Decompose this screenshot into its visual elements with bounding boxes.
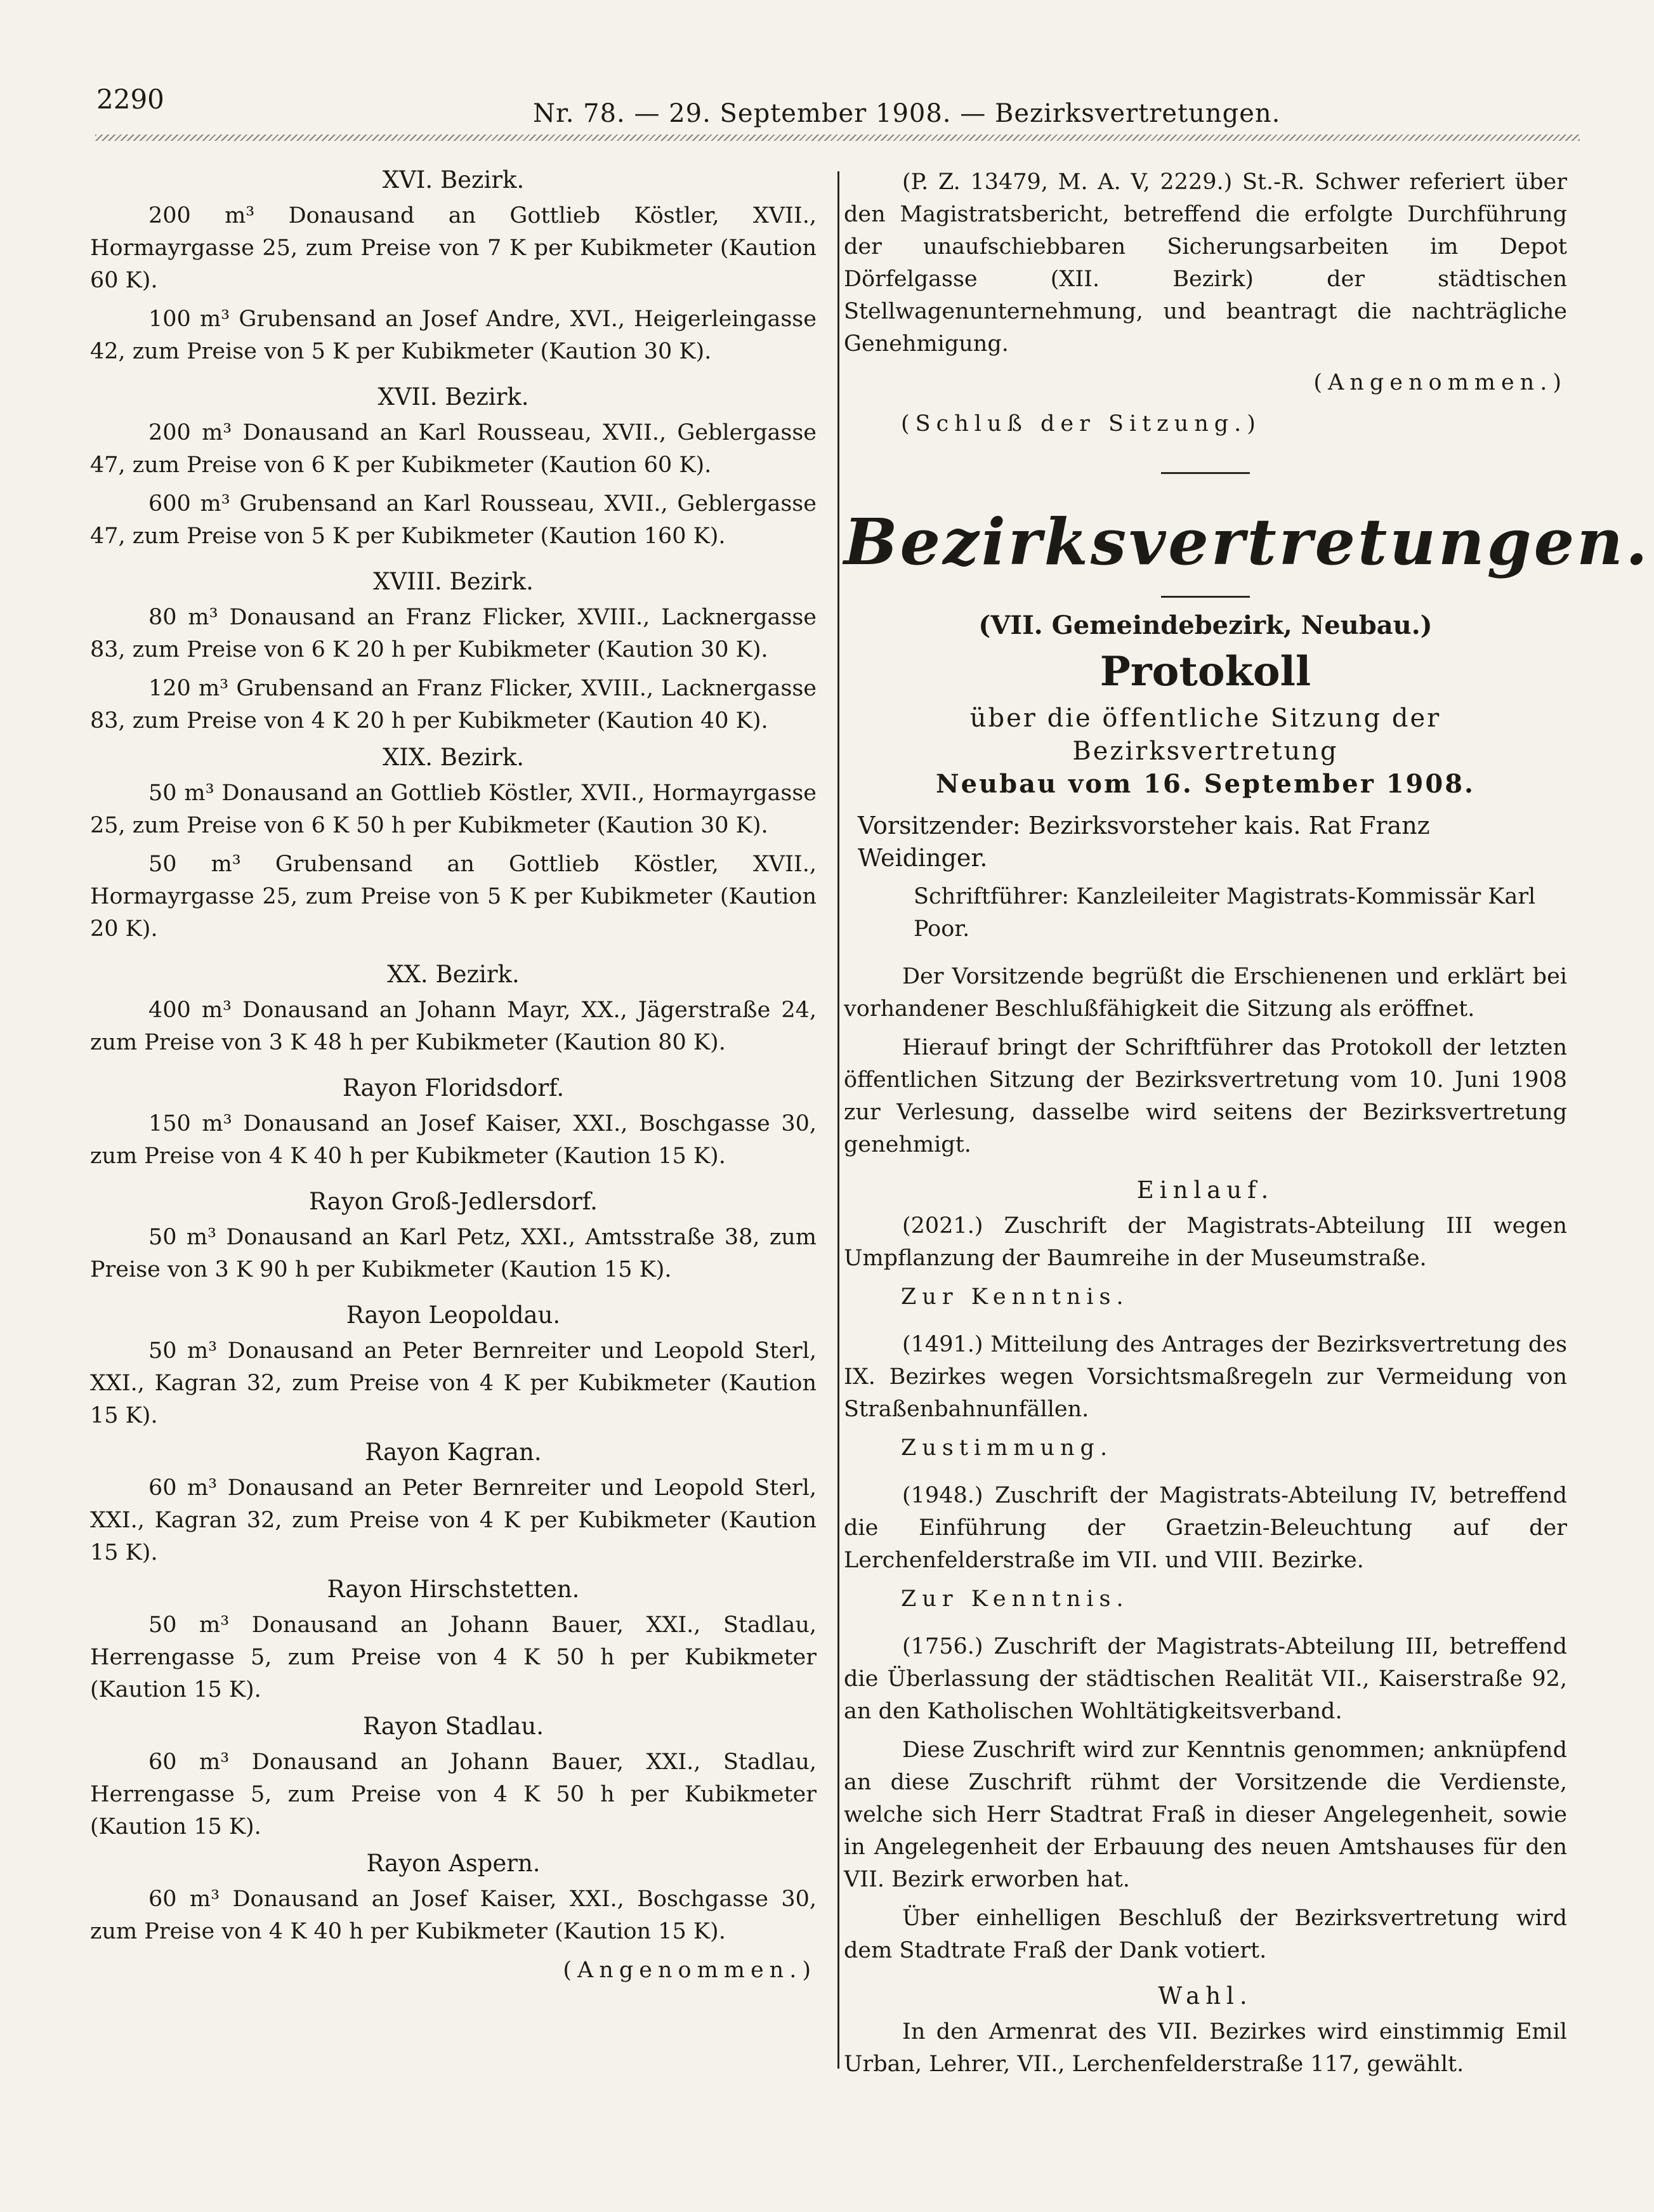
district-subtitle: (VII. Gemeindebezirk, Neubau.) (978, 610, 1433, 640)
election-paragraph: In den Armenrat des VII. Bezirkes wird einstimmig Emil Urban, Lehrer, VII., Lerchenfelderstraße 117, gewählt. (844, 2019, 1567, 2077)
contract-entry: 200 m³ Donausand an Karl Rousseau, XVII., Geblergasse 47, zum Preise von 6 K per Kubikmeter (Kaution 60 K). (90, 420, 817, 478)
opening-paragraph: Der Vorsitzende begrüßt die Erschienenen und erklärt bei vorhandener Beschlußfähigkeit die Sitzung als eröffnet. (844, 964, 1567, 1022)
report-paragraph: (P. Z. 13479, M. A. V, 2229.) St.-R. Schwer referiert über den Magistratsbericht, betreffend die erfolgte Durchführung der unaufschiebbaren Sicherungsarbeiten im Depot Dörfelgasse (XII. Bezirk) der städtischen Stellwagenunternehmung, und beantragt die nachträgliche Genehmigung. (844, 169, 1567, 357)
page-number: 2290 (96, 84, 164, 115)
agenda-item: (1948.) Zuschrift der Magistrats-Abteilung IV, betreffend die Einführung der Graetzin-Beleuchtung auf der Lerchenfelderstraße im VII. und VIII. Bezirke. (844, 1483, 1567, 1573)
section-heading: XIX. Bezirk. (382, 744, 525, 771)
separator-rule (1161, 596, 1250, 598)
agenda-item: (1756.) Zuschrift der Magistrats-Abteilung III, betreffend die Überlassung der städtischen Realität VII., Kaiserstraße 92, an den Katholischen Wohltätigkeitsverband. (844, 1634, 1567, 1724)
agenda-item: (1491.) Mitteilung des Antrages der Bezirksvertretung des IX. Bezirkes wegen Vorsichtsmaßregeln zur Vermeidung von Straßenbahnunfällen. (844, 1332, 1567, 1422)
contract-entry: 60 m³ Donausand an Josef Kaiser, XXI., Boschgasse 30, zum Preise von 4 K 40 h per Kubikmeter (Kaution 15 K). (90, 1886, 817, 1944)
contract-entry: 50 m³ Donausand an Peter Bernreiter und Leopold Sterl, XXI., Kagran 32, zum Preise von 4 K per Kubikmeter (Kaution 15 K). (90, 1338, 817, 1428)
session-date-line: Neubau vom 16. September 1908. (936, 769, 1475, 799)
contract-entry: 200 m³ Donausand an Gottlieb Köstler, XVII., Hormayrgasse 25, zum Preise von 7 K per Kubikmeter (Kaution 60 K). (90, 203, 817, 293)
section-heading: Rayon Floridsdorf. (342, 1074, 565, 1102)
secretary-line: Schriftführer: Kanzleileiter Magistrats-Kommissär Karl Poor. (914, 884, 1536, 942)
contract-entry: 60 m³ Donausand an Peter Bernreiter und Leopold Sterl, XXI., Kagran 32, zum Preise von 4 K per Kubikmeter (Kaution 15 K). (90, 1475, 817, 1565)
session-end: (Schluß der Sitzung.) (901, 411, 1261, 437)
section-heading: Rayon Kagran. (365, 1438, 542, 1466)
section-heading: Rayon Aspern. (366, 1850, 541, 1877)
contract-entry: 50 m³ Donausand an Johann Bauer, XXI., Stadlau, Herrengasse 5, zum Preise von 4 K 50 h per Kubikmeter (Kaution 15 K). (90, 1612, 817, 1702)
section-title: Bezirksvertretungen. (844, 504, 1650, 579)
contract-entry: 60 m³ Donausand an Johann Bauer, XXI., Stadlau, Herrengasse 5, zum Preise von 4 K 50 h per Kubikmeter (Kaution 15 K). (90, 1749, 817, 1840)
section-heading: Rayon Hirschstetten. (327, 1576, 580, 1603)
contract-entry: 120 m³ Grubensand an Franz Flicker, XVIII., Lacknergasse 83, zum Preise von 4 K 20 h per Kubikmeter (Kaution 40 K). (90, 676, 817, 734)
section-heading: Rayon Groß-Jedlersdorf. (309, 1188, 598, 1215)
contract-entry: 80 m³ Donausand an Franz Flicker, XVIII., Lacknergasse 83, zum Preise von 6 K 20 h per Kubikmeter (Kaution 30 K). (90, 605, 817, 662)
einlauf-heading: Einlauf. (1136, 1176, 1275, 1204)
contract-entry: 50 m³ Donausand an Karl Petz, XXI., Amtsstraße 38, zum Preise von 3 K 90 h per Kubikmeter (Kaution 15 K). (90, 1225, 817, 1282)
minutes-paragraph: Hierauf bringt der Schriftführer das Protokoll der letzten öffentlichen Sitzung der Bezirksvertretung vom 10. Juni 1908 zur Verlesung, dasselbe wird seitens der Bezirksvertretung genehmigt. (844, 1035, 1567, 1157)
resolution-result: Zur Kenntnis. (901, 1586, 1129, 1612)
section-heading: XVII. Bezirk. (377, 383, 529, 411)
right-column (844, 166, 1650, 2087)
agenda-item: (2021.) Zuschrift der Magistrats-Abteilung III wegen Umpflanzung der Baumreihe in der Museumstraße. (844, 1213, 1567, 1271)
resolution-result: (Angenommen.) (563, 1958, 817, 1983)
contract-entry: 600 m³ Grubensand an Karl Rousseau, XVII., Geblergasse 47, zum Preise von 5 K per Kubikmeter (Kaution 160 K). (90, 491, 817, 549)
header-rule (95, 135, 1580, 141)
section-heading: XX. Bezirk. (387, 961, 520, 988)
contract-entry: 400 m³ Donausand an Johann Mayr, XX., Jägerstraße 24, zum Preise von 3 K 48 h per Kubikmeter (Kaution 80 K). (90, 997, 817, 1055)
wahl-heading: Wahl. (1158, 1982, 1253, 2010)
contract-entry: 100 m³ Grubensand an Josef Andre, XVI., Heigerleingasse 42, zum Preise von 5 K per Kubikmeter (Kaution 30 K). (90, 306, 817, 364)
protokoll-title: Protokoll (1099, 648, 1311, 695)
contract-entry: 50 m³ Donausand an Gottlieb Köstler, XVII., Hormayrgasse 25, zum Preise von 6 K 50 h per Kubikmeter (Kaution 30 K). (90, 780, 817, 838)
contract-entry: 150 m³ Donausand an Josef Kaiser, XXI., Boschgasse 30, zum Preise von 4 K 40 h per Kubikmeter (Kaution 15 K). (90, 1111, 817, 1169)
contract-entry: 50 m³ Grubensand an Gottlieb Köstler, XVII., Hormayrgasse 25, zum Preise von 5 K per Kubikmeter (Kaution 20 K). (90, 852, 817, 942)
left-column (90, 166, 817, 1987)
agenda-item-continuation: Diese Zuschrift wird zur Kenntnis genommen; anknüpfend an diese Zuschrift rühmt der Vorsitzende die Verdienste, welche sich Herr Stadtrat Fraß in dieser Angelegenheit, sowie in Angelegenheit der Erbauung des neuen Amtshauses für den VII. Bezirk erworben hat. (844, 1737, 1567, 1892)
column-divider (837, 171, 839, 2069)
chair-line: Vorsitzender: Bezirksvorsteher kais. Rat Franz Weidinger. (858, 812, 1430, 872)
section-heading: Rayon Stadlau. (363, 1713, 544, 1740)
resolution-result: Zur Kenntnis. (901, 1284, 1129, 1310)
section-heading: Rayon Leopoldau. (346, 1301, 561, 1329)
resolution-result: Zustimmung. (901, 1435, 1113, 1461)
resolution-result: (Angenommen.) (1313, 370, 1567, 395)
section-heading: XVIII. Bezirk. (373, 568, 534, 595)
session-line: über die öffentliche Sitzung der Bezirksvertretung (969, 704, 1441, 766)
section-heading: XVI. Bezirk. (382, 166, 525, 194)
thanks-paragraph: Über einhelligen Beschluß der Bezirksvertretung wird dem Stadtrate Fraß der Dank votiert. (844, 1906, 1567, 1963)
running-head: Nr. 78. — 29. September 1908. — Bezirksvertretungen. (533, 99, 1281, 128)
